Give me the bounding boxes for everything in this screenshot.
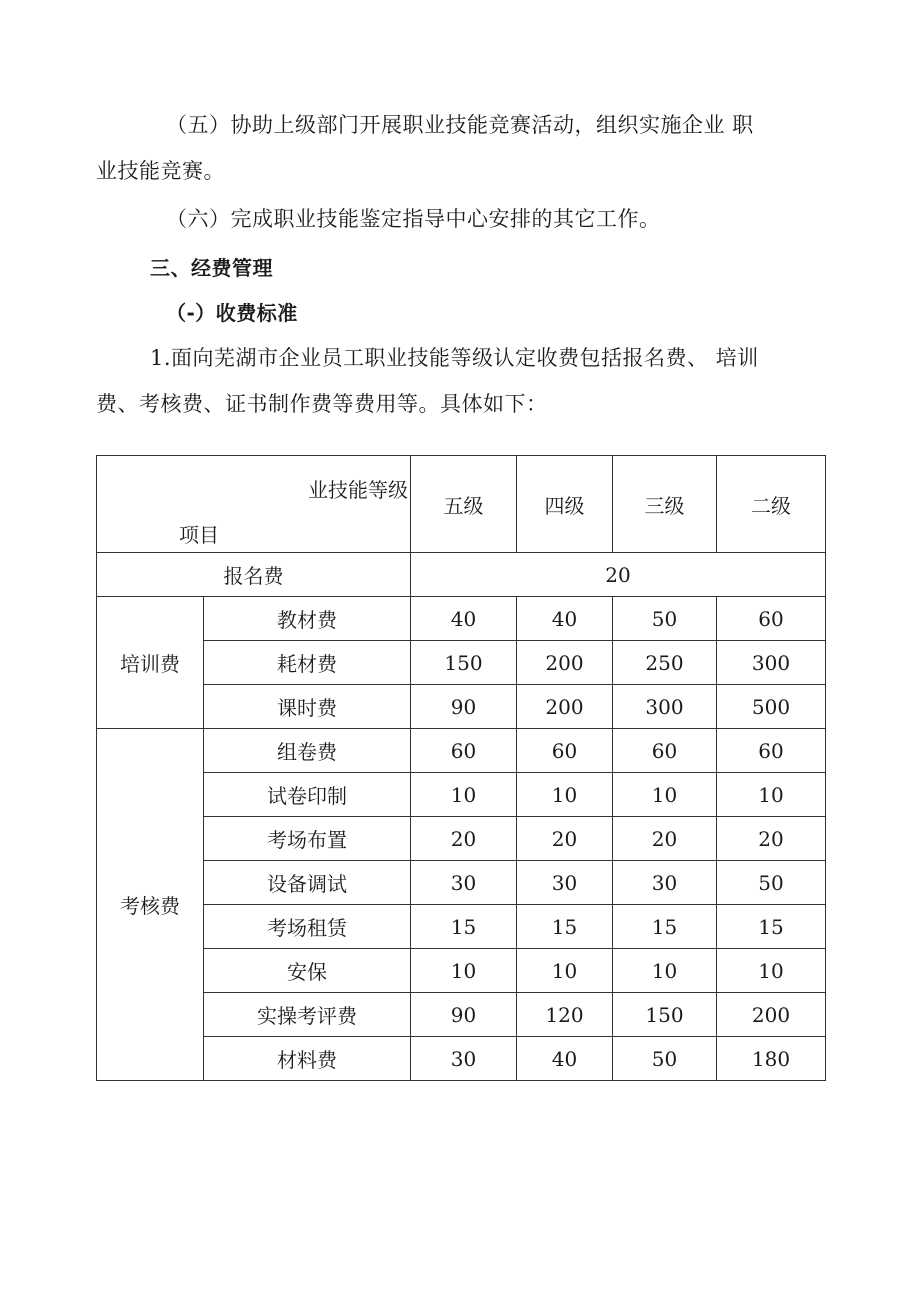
paragraph-fee-intro-line-1: 1.面向芜湖市企业员工职业技能等级认定收费包括报名费、 培训 xyxy=(150,346,759,370)
header-level-3: 三级 xyxy=(613,456,717,553)
row-item: 材料费 xyxy=(204,1037,411,1081)
row-item: 教材费 xyxy=(204,597,411,641)
fee-table xyxy=(96,455,826,1081)
paragraph-5-line-2: 业技能竞赛。 xyxy=(96,159,225,183)
cell-value: 50 xyxy=(717,861,826,905)
row-item: 考场布置 xyxy=(204,817,411,861)
cell-value: 60 xyxy=(717,729,826,773)
cell-value: 10 xyxy=(517,949,613,993)
cell-value: 10 xyxy=(411,773,517,817)
table-row xyxy=(97,817,826,861)
cell-value: 10 xyxy=(613,773,717,817)
table-row xyxy=(97,861,826,905)
row-item: 考场租赁 xyxy=(204,905,411,949)
table-row xyxy=(97,597,826,641)
cell-value: 30 xyxy=(517,861,613,905)
cell-value: 50 xyxy=(613,1037,717,1081)
paragraph-5-line-1: （五）协助上级部门开展职业技能竞赛活动，组织实施企业 职 xyxy=(166,113,754,137)
assessment-fee-label: 考核费 xyxy=(97,729,204,1081)
row-item: 安保 xyxy=(204,949,411,993)
row-item: 设备调试 xyxy=(204,861,411,905)
row-item: 实操考评费 xyxy=(204,993,411,1037)
row-item: 课时费 xyxy=(204,685,411,729)
cell-value: 180 xyxy=(717,1037,826,1081)
cell-value: 150 xyxy=(411,641,517,685)
cell-value: 15 xyxy=(517,905,613,949)
training-fee-label: 培训费 xyxy=(97,597,204,729)
row-item: 试卷印制 xyxy=(204,773,411,817)
cell-value: 200 xyxy=(517,685,613,729)
cell-value: 20 xyxy=(411,817,517,861)
cell-value: 500 xyxy=(717,685,826,729)
cell-value: 150 xyxy=(613,993,717,1037)
table-row xyxy=(97,641,826,685)
paragraph-fee-intro-line-2: 费、考核费、证书制作费等费用等。具体如下： xyxy=(96,392,548,416)
table-row xyxy=(97,1037,826,1081)
cell-value: 10 xyxy=(717,949,826,993)
table-row xyxy=(97,729,826,773)
cell-value: 40 xyxy=(517,1037,613,1081)
cell-value: 60 xyxy=(717,597,826,641)
cell-value: 10 xyxy=(411,949,517,993)
cell-value: 15 xyxy=(717,905,826,949)
table-row-registration xyxy=(97,553,826,597)
table-header-row xyxy=(97,456,826,553)
cell-value: 30 xyxy=(411,861,517,905)
row-item: 耗材费 xyxy=(204,641,411,685)
cell-value: 20 xyxy=(517,817,613,861)
cell-value: 30 xyxy=(613,861,717,905)
cell-value: 120 xyxy=(517,993,613,1037)
table-row xyxy=(97,949,826,993)
cell-value: 90 xyxy=(411,685,517,729)
cell-value: 20 xyxy=(717,817,826,861)
table-row xyxy=(97,905,826,949)
cell-value: 300 xyxy=(717,641,826,685)
cell-value: 40 xyxy=(411,597,517,641)
cell-value: 15 xyxy=(411,905,517,949)
registration-value: 20 xyxy=(411,553,826,597)
cell-value: 60 xyxy=(517,729,613,773)
cell-value: 40 xyxy=(517,597,613,641)
cell-value: 10 xyxy=(717,773,826,817)
header-level-5: 五级 xyxy=(411,456,517,553)
cell-value: 300 xyxy=(613,685,717,729)
cell-value: 10 xyxy=(613,949,717,993)
cell-value: 30 xyxy=(411,1037,517,1081)
header-level-4: 四级 xyxy=(517,456,613,553)
cell-value: 50 xyxy=(613,597,717,641)
registration-label: 报名费 xyxy=(97,553,411,597)
paragraph-6: （六）完成职业技能鉴定指导中心安排的其它工作。 xyxy=(166,207,661,231)
row-item: 组卷费 xyxy=(204,729,411,773)
cell-value: 60 xyxy=(613,729,717,773)
cell-value: 200 xyxy=(517,641,613,685)
cell-value: 200 xyxy=(717,993,826,1037)
header-level-label: 业技能等级 xyxy=(308,478,408,502)
header-level-2: 二级 xyxy=(717,456,826,553)
cell-value: 60 xyxy=(411,729,517,773)
cell-value: 250 xyxy=(613,641,717,685)
subheading-fee-standard: （-）收费标准 xyxy=(166,301,298,325)
cell-value: 15 xyxy=(613,905,717,949)
section-heading-fee-management: 三、经费管理 xyxy=(150,256,273,280)
header-corner-cell xyxy=(97,456,411,553)
cell-value: 10 xyxy=(517,773,613,817)
cell-value: 90 xyxy=(411,993,517,1037)
cell-value: 20 xyxy=(613,817,717,861)
table-row xyxy=(97,685,826,729)
table-row xyxy=(97,773,826,817)
table-row xyxy=(97,993,826,1037)
header-item-label: 项目 xyxy=(179,523,219,547)
